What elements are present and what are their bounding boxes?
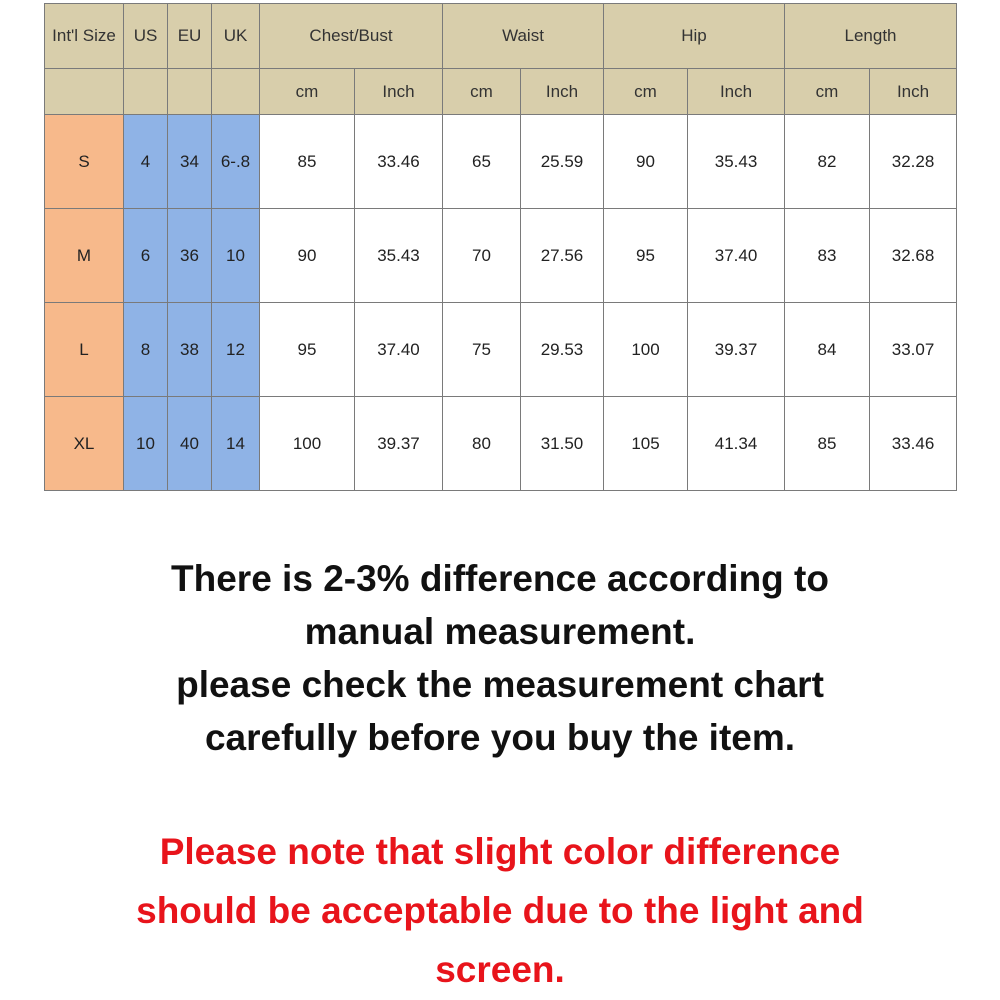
unit-blank (45, 69, 124, 115)
intl-size-cell: S (45, 115, 124, 209)
note-line: please check the measurement chart (176, 664, 824, 705)
unit-length-cm: cm (785, 69, 870, 115)
hip-inch-cell: 37.40 (688, 209, 785, 303)
header-us: US (124, 4, 168, 69)
intl-size-cell: L (45, 303, 124, 397)
header-hip: Hip (604, 4, 785, 69)
unit-waist-cm: cm (443, 69, 521, 115)
hip-inch-cell: 35.43 (688, 115, 785, 209)
us-size-cell: 10 (124, 397, 168, 491)
hip-inch-cell: 39.37 (688, 303, 785, 397)
waist-inch-cell: 27.56 (521, 209, 604, 303)
warning-line: should be acceptable due to the light and (136, 890, 864, 931)
length-inch-cell: 32.28 (870, 115, 957, 209)
uk-size-cell: 14 (212, 397, 260, 491)
waist-cm-cell: 65 (443, 115, 521, 209)
chest-inch-cell: 35.43 (355, 209, 443, 303)
length-inch-cell: 33.07 (870, 303, 957, 397)
table-row (45, 397, 957, 491)
length-cm-cell: 83 (785, 209, 870, 303)
measurement-difference-note (0, 552, 1000, 764)
hip-cm-cell: 100 (604, 303, 688, 397)
eu-size-cell: 36 (168, 209, 212, 303)
chest-inch-cell: 39.37 (355, 397, 443, 491)
intl-size-cell: XL (45, 397, 124, 491)
chest-inch-cell: 37.40 (355, 303, 443, 397)
us-size-cell: 4 (124, 115, 168, 209)
waist-inch-cell: 25.59 (521, 115, 604, 209)
unit-hip-cm: cm (604, 69, 688, 115)
header-eu: EU (168, 4, 212, 69)
note-line: There is 2-3% difference according to (171, 558, 829, 599)
length-inch-cell: 32.68 (870, 209, 957, 303)
note-line: carefully before you buy the item. (204, 717, 796, 758)
intl-size-cell: M (45, 209, 124, 303)
hip-cm-cell: 105 (604, 397, 688, 491)
length-cm-cell: 82 (785, 115, 870, 209)
hip-cm-cell: 95 (604, 209, 688, 303)
unit-row (45, 69, 957, 115)
unit-hip-inch: Inch (688, 69, 785, 115)
eu-size-cell: 34 (168, 115, 212, 209)
eu-size-cell: 38 (168, 303, 212, 397)
unit-chest-inch: Inch (355, 69, 443, 115)
waist-cm-cell: 80 (443, 397, 521, 491)
unit-blank (124, 69, 168, 115)
eu-size-cell: 40 (168, 397, 212, 491)
uk-size-cell: 12 (212, 303, 260, 397)
note-line: manual measurement. (304, 611, 696, 652)
unit-blank (168, 69, 212, 115)
us-size-cell: 6 (124, 209, 168, 303)
chest-cm-cell: 95 (260, 303, 355, 397)
warning-line: Please note that slight color difference (159, 831, 841, 872)
chest-inch-cell: 33.46 (355, 115, 443, 209)
table-row (45, 209, 957, 303)
unit-length-inch: Inch (870, 69, 957, 115)
header-waist: Waist (443, 4, 604, 69)
length-cm-cell: 84 (785, 303, 870, 397)
uk-size-cell: 6-.8 (212, 115, 260, 209)
chest-cm-cell: 90 (260, 209, 355, 303)
length-cm-cell: 85 (785, 397, 870, 491)
waist-cm-cell: 70 (443, 209, 521, 303)
unit-waist-inch: Inch (521, 69, 604, 115)
color-difference-note (0, 822, 1000, 999)
us-size-cell: 8 (124, 303, 168, 397)
waist-cm-cell: 75 (443, 303, 521, 397)
header-uk: UK (212, 4, 260, 69)
chest-cm-cell: 85 (260, 115, 355, 209)
size-chart-table (44, 3, 957, 491)
hip-inch-cell: 41.34 (688, 397, 785, 491)
waist-inch-cell: 31.50 (521, 397, 604, 491)
table-row (45, 115, 957, 209)
waist-inch-cell: 29.53 (521, 303, 604, 397)
header-length: Length (785, 4, 957, 69)
header-intl-size: Int'l Size (45, 4, 124, 69)
uk-size-cell: 10 (212, 209, 260, 303)
length-inch-cell: 33.46 (870, 397, 957, 491)
table-row (45, 303, 957, 397)
chest-cm-cell: 100 (260, 397, 355, 491)
unit-chest-cm: cm (260, 69, 355, 115)
warning-line: screen. (435, 949, 565, 990)
unit-blank (212, 69, 260, 115)
hip-cm-cell: 90 (604, 115, 688, 209)
header-row (45, 4, 957, 69)
header-chest-bust: Chest/Bust (260, 4, 443, 69)
